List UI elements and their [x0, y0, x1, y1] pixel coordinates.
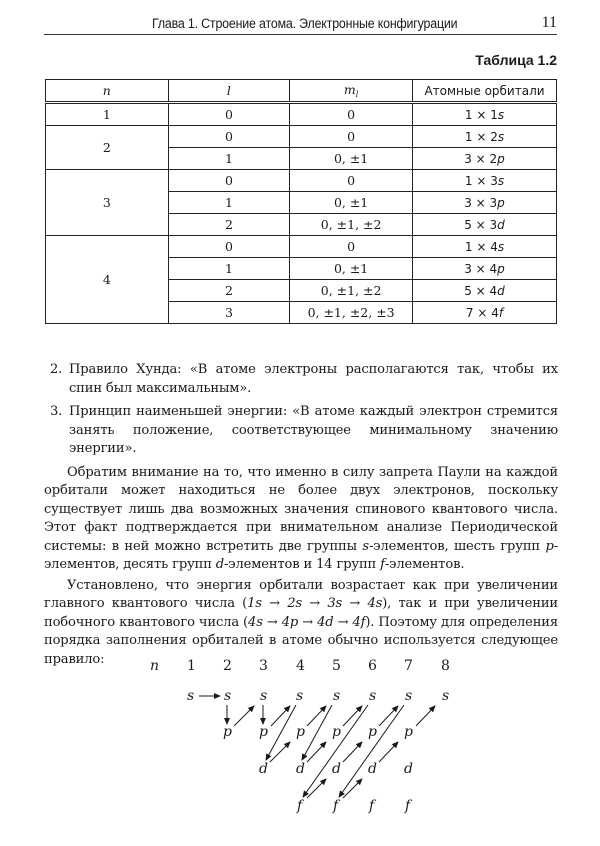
cell-l: 0 — [168, 103, 290, 126]
cell-l: 0 — [168, 170, 290, 192]
svg-text:s: s — [333, 688, 341, 704]
cell-orbitals: 3 × 3p — [413, 192, 557, 214]
svg-text:s: s — [224, 688, 232, 704]
svg-text:f: f — [369, 798, 375, 814]
quantum-numbers-table — [45, 79, 557, 324]
table-header-row — [46, 80, 557, 103]
svg-text:s: s — [260, 688, 268, 704]
cell-orbitals: 5 × 3d — [413, 214, 557, 236]
sequence-principal: 1s → 2s → 3s → 4s — [247, 596, 383, 611]
cell-n: 1 — [46, 103, 169, 126]
header-ml: $m_l$ — [290, 80, 413, 103]
n-4: 4 — [296, 658, 305, 674]
cell-l: 1 — [168, 258, 290, 280]
table-row — [46, 126, 557, 148]
cell-ml: 0, ±1 — [290, 148, 413, 170]
cell-l: 2 — [168, 280, 290, 302]
table-row — [46, 170, 557, 192]
cell-ml: 0 — [290, 126, 413, 148]
klechkowski-diagram — [0, 650, 600, 842]
svg-text:p: p — [332, 724, 341, 740]
svg-text:p: p — [223, 724, 232, 740]
n-2: 2 — [223, 658, 232, 674]
paragraph-energy-order: Установлено, что энергия орбитали возрастает как при увеличении главного квантового числа (1s → 2s → 3s → 4s), так и при увеличении побочного квантового числа (4s → 4p → 4d → 4f). Поэтому для определения порядка заполнения орбиталей в атоме обычно используется следующее правило: — [44, 577, 558, 667]
list-item-hund-rule — [44, 361, 558, 398]
table-row — [46, 236, 557, 258]
svg-text:p: p — [259, 724, 268, 740]
svg-text:d: d — [368, 761, 377, 777]
list-number: 2. — [50, 362, 63, 377]
cell-orbitals: 5 × 4d — [413, 280, 557, 302]
cell-ml: 0 — [290, 103, 413, 126]
svg-text:s: s — [405, 688, 413, 704]
cell-ml: 0, ±1, ±2 — [290, 280, 413, 302]
chapter-title: Глава 1. Строение атома. Электронные конфигурации — [152, 16, 458, 31]
orbital-filling-diagram — [0, 650, 600, 842]
cell-l: 1 — [168, 148, 290, 170]
n-3: 3 — [259, 658, 268, 674]
n-6: 6 — [368, 658, 377, 674]
n-5: 5 — [332, 658, 341, 674]
header-l: l — [168, 80, 290, 103]
svg-text:s: s — [187, 688, 195, 704]
cell-n: 3 — [46, 170, 169, 236]
page-number: 11 — [541, 14, 557, 31]
svg-text:f: f — [405, 798, 411, 814]
cell-n: 2 — [46, 126, 169, 170]
body-text — [44, 361, 558, 671]
svg-text:p: p — [296, 724, 305, 740]
table-caption: Таблица 1.2 — [475, 52, 557, 68]
cell-l: 2 — [168, 214, 290, 236]
cell-orbitals: 1 × 1s — [413, 103, 557, 126]
list-number: 3. — [50, 404, 63, 419]
svg-text:p: p — [368, 724, 377, 740]
cell-ml: 0 — [290, 236, 413, 258]
sequence-azimuthal: 4s → 4p → 4d → 4f — [248, 614, 366, 630]
running-head — [44, 14, 557, 35]
list-text: Принцип наименьшей энергии: «В атоме каждый электрон стремится занять положение, соответствующее минимальному значению энергии». — [69, 404, 558, 456]
cell-ml: 0, ±1 — [290, 258, 413, 280]
table-row — [46, 103, 557, 126]
cell-n: 4 — [46, 236, 169, 324]
svg-text:d: d — [259, 761, 268, 777]
list-item-min-energy — [44, 403, 558, 459]
cell-orbitals: 3 × 4p — [413, 258, 557, 280]
svg-text:s: s — [369, 688, 377, 704]
cell-ml: 0, ±1 — [290, 192, 413, 214]
cell-l: 0 — [168, 126, 290, 148]
svg-text:f: f — [297, 798, 303, 814]
cell-orbitals: 3 × 2p — [413, 148, 557, 170]
cell-l: 3 — [168, 302, 290, 324]
cell-l: 0 — [168, 236, 290, 258]
cell-orbitals: 1 × 3s — [413, 170, 557, 192]
cell-orbitals: 1 × 2s — [413, 126, 557, 148]
cell-ml: 0 — [290, 170, 413, 192]
cell-ml: 0, ±1, ±2 — [290, 214, 413, 236]
svg-text:p: p — [404, 724, 413, 740]
cell-l: 1 — [168, 192, 290, 214]
header-n: n — [46, 80, 169, 103]
svg-text:f: f — [333, 798, 339, 814]
svg-text:d: d — [296, 761, 305, 777]
svg-text:d: d — [332, 761, 341, 777]
header-orbitals: Атомные орбитали — [413, 80, 557, 103]
n-label: n — [150, 658, 160, 674]
n-7: 7 — [404, 658, 413, 674]
n-8: 8 — [441, 658, 450, 674]
cell-ml: 0, ±1, ±2, ±3 — [290, 302, 413, 324]
svg-text:d: d — [404, 761, 413, 777]
list-text: Правило Хунда: «В атоме электроны располагаются так, чтобы их спин был максимальным». — [69, 362, 558, 396]
svg-text:s: s — [296, 688, 304, 704]
cell-orbitals: 7 × 4f — [413, 302, 557, 324]
paragraph-pauli: Обратим внимание на то, что именно в силу запрета Паули на каждой орбитали может находиться не более двух электронов, поскольку существует лишь два возможных значения спинового квантового числа. Этот факт подтверждается при внимательном анализе Периодической системы: в ней можно встретить две группы s-элементов, шесть групп p-элементов, десять групп d-элементов и 14 групп f-элементов. — [44, 464, 559, 572]
n-1: 1 — [187, 658, 196, 674]
svg-text:s: s — [442, 688, 450, 704]
cell-orbitals: 1 × 4s — [413, 236, 557, 258]
